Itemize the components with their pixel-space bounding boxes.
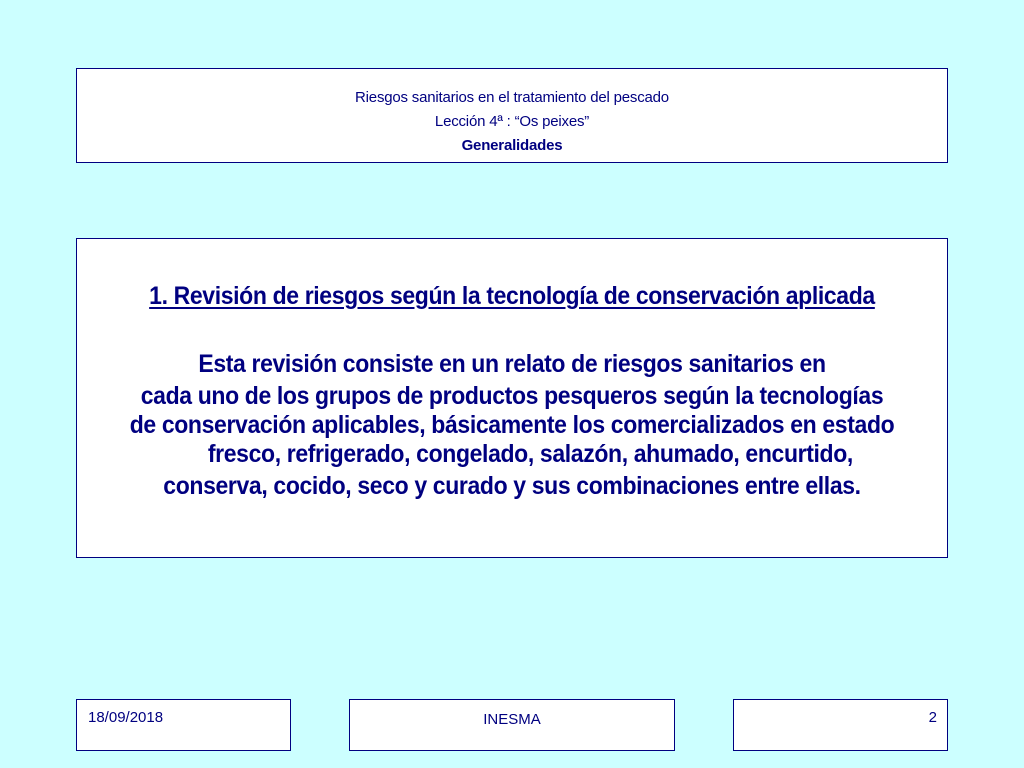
header-section: Generalidades	[461, 137, 563, 154]
footer-page-number: 2	[928, 709, 937, 726]
paragraph-line: de conservación aplicables, básicamente los comercializados en estado	[129, 411, 895, 439]
slide-header	[76, 68, 948, 163]
paragraph-line: Esta revisión consiste en un relato de riesgos sanitarios en	[198, 350, 826, 378]
footer-date: 18/09/2018	[88, 709, 164, 726]
header-title: Riesgos sanitarios en el tratamiento del pescado	[355, 89, 669, 106]
slide-content	[76, 238, 948, 558]
paragraph-line: conserva, cocido, seco y curado y sus combinaciones entre ellas.	[163, 472, 861, 500]
footer-organization: INESMA	[483, 711, 541, 728]
paragraph-line: fresco, refrigerado, congelado, salazón, ahumado, encurtido,	[207, 440, 853, 468]
footer-date-box	[76, 699, 291, 751]
content-paragraph	[77, 348, 947, 502]
paragraph-line: cada uno de los grupos de productos pesqueros según la tecnologías	[140, 382, 884, 410]
header-lesson: Lección 4ª : “Os peixes”	[434, 113, 590, 130]
content-heading: 1. Revisión de riesgos según la tecnología de conservación aplicada	[149, 282, 875, 310]
footer-organization-box	[349, 699, 675, 751]
footer-page-box	[733, 699, 948, 751]
